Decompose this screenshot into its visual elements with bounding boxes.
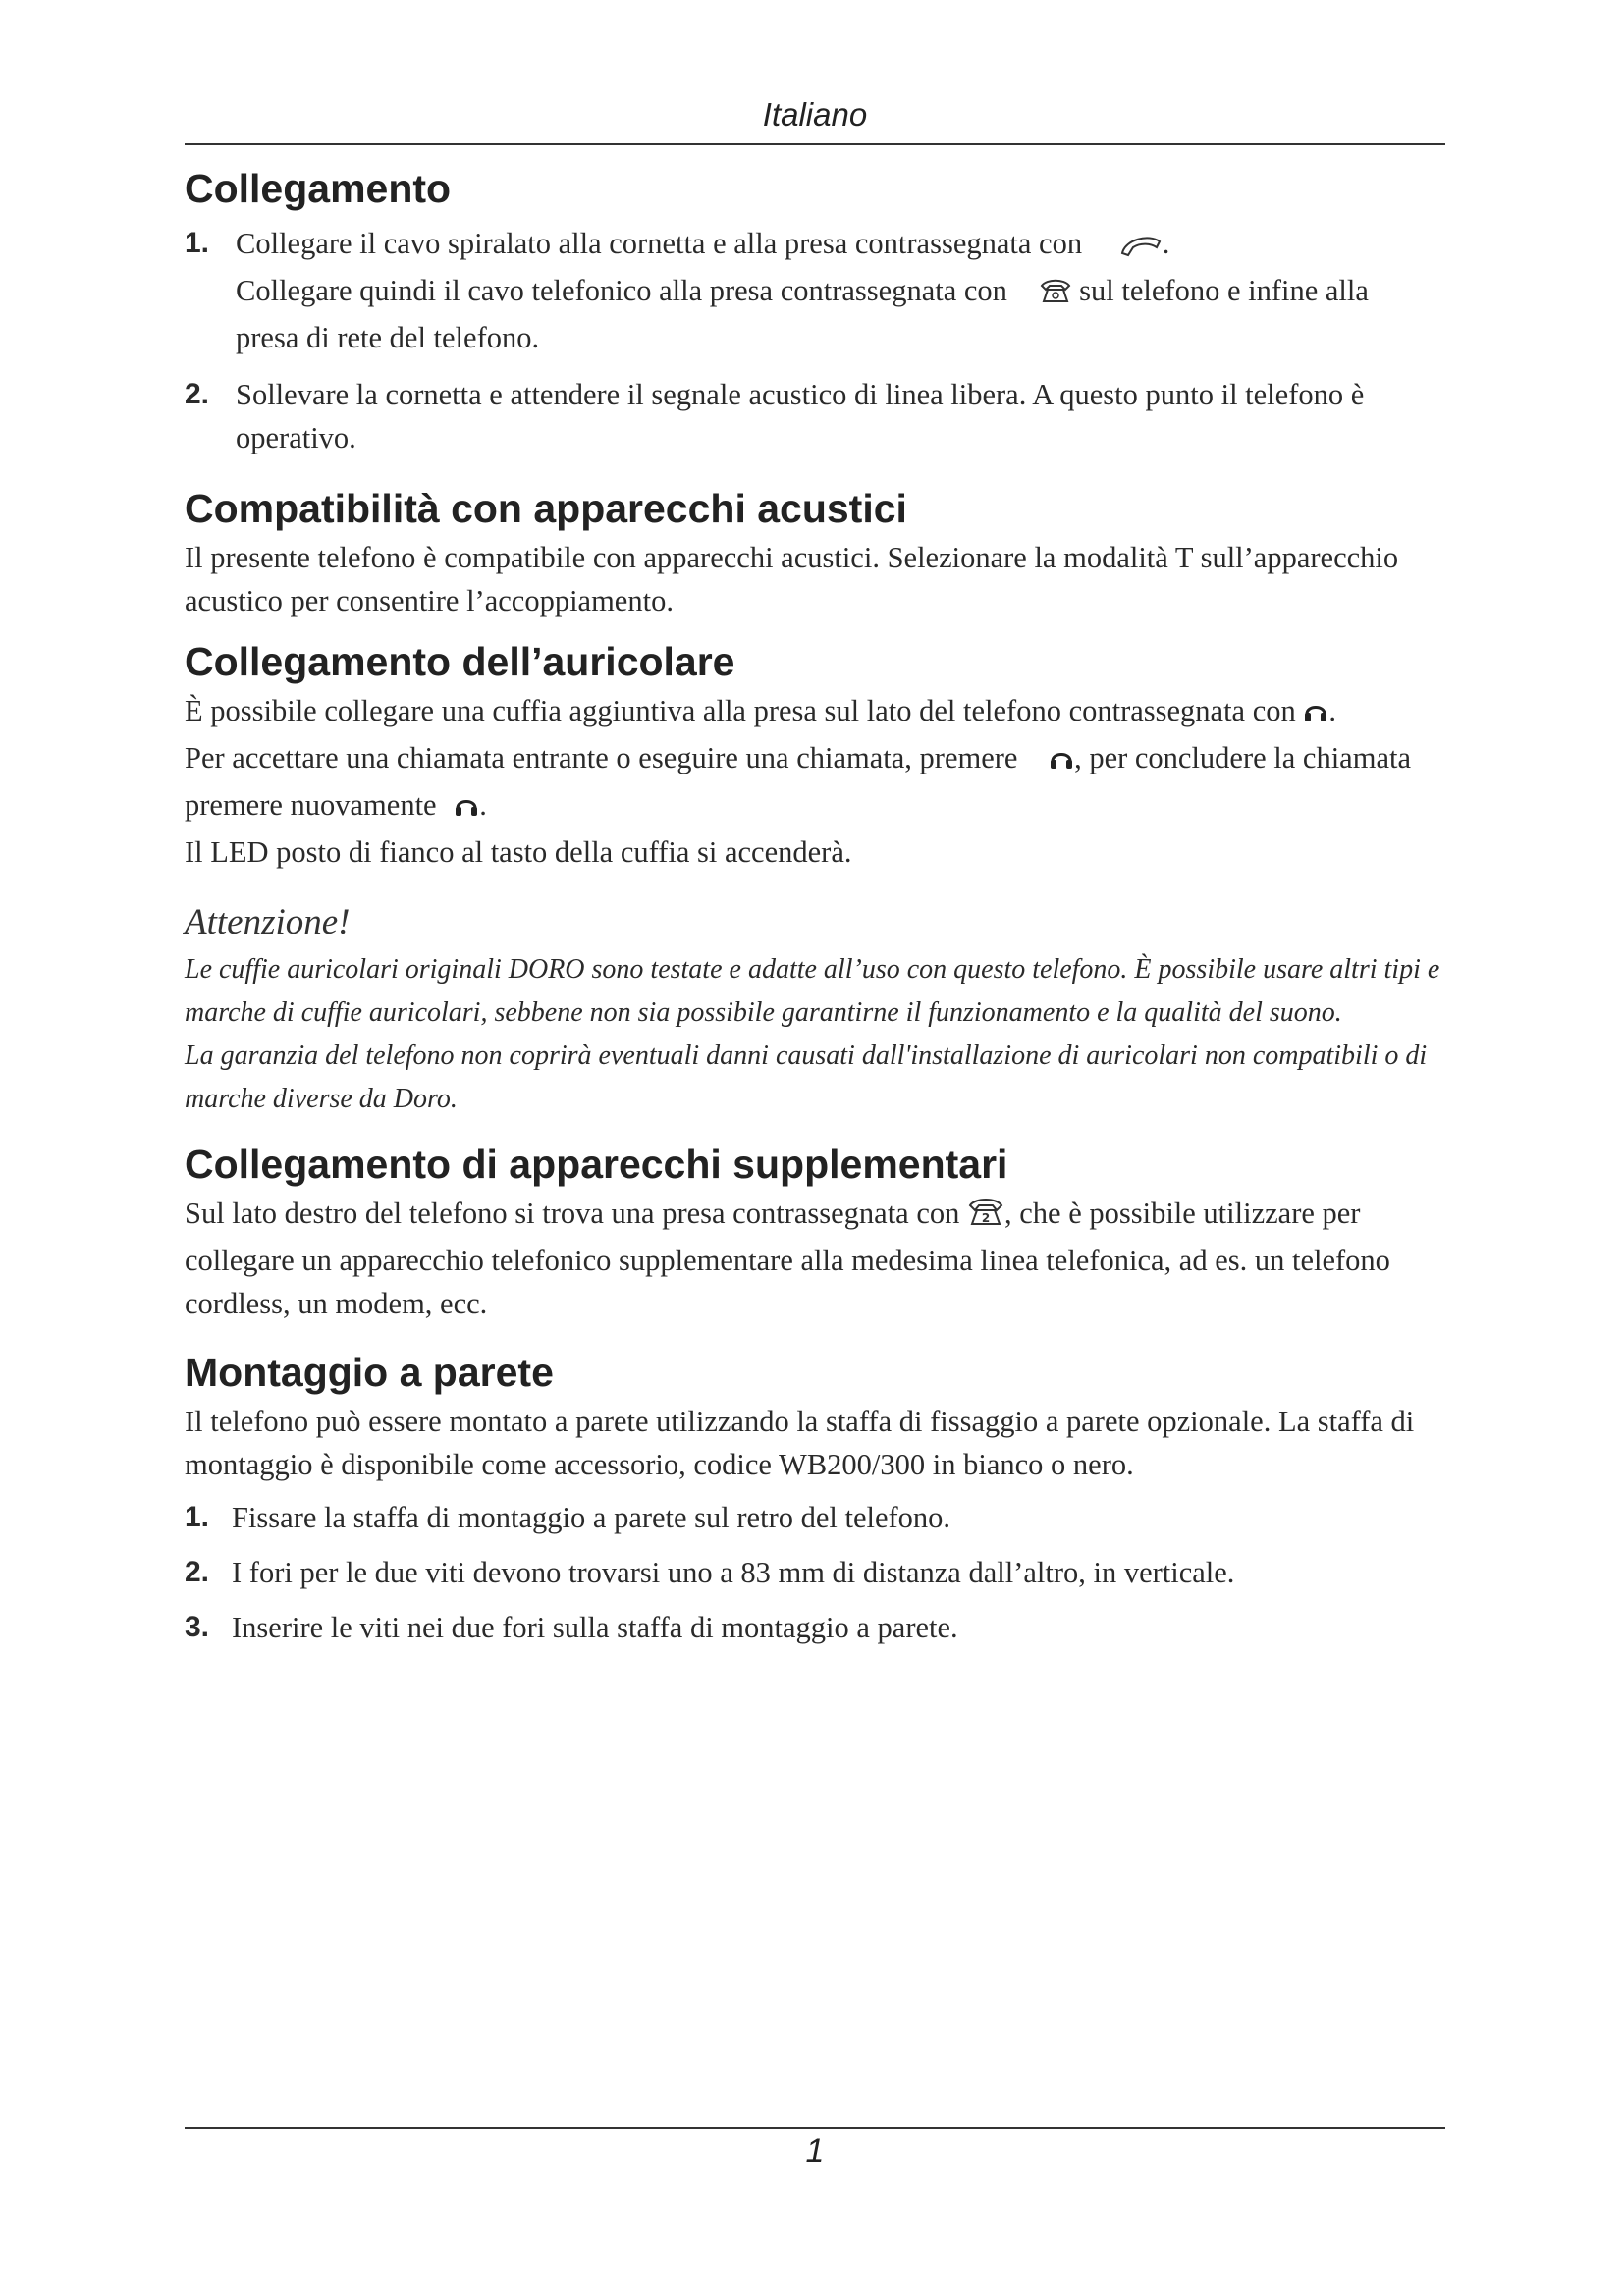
svg-text:2: 2 [981, 1211, 991, 1225]
list-item [185, 1606, 1481, 1649]
step-text: Inserire le viti nei due fori sulla staffa di montaggio a parete. [232, 1611, 958, 1644]
headset-text: È possibile collegare una cuffia aggiuntiva alla presa sul lato del telefono contrassegnata con [185, 694, 1296, 727]
step-text: Collegare il cavo spiralato alla cornetta e alla presa contrassegnata con [236, 227, 1083, 260]
list-number: 1. [185, 227, 210, 259]
note-title: Attenzione! [185, 902, 351, 942]
page-header-language: Italiano [762, 96, 868, 133]
headset-led-text: Il LED posto di fianco al tasto della cuffia si accenderà. [185, 835, 852, 869]
section-title-extra-devices: Collegamento di apparecchi supplementari [185, 1142, 1008, 1187]
header-divider [185, 143, 1445, 145]
list-item [185, 1551, 1481, 1594]
list-number: 2. [185, 378, 210, 410]
step-text: Fissare la staffa di montaggio a parete sul retro del telefono. [232, 1501, 951, 1534]
list-item [185, 373, 1481, 459]
headset-icon [454, 787, 479, 830]
page-content: Collegamento 1. Collegare il cavo spiralato alla cornetta e alla presa contrassegnata con . Collegare quindi il cavo telefonico alla presa contrassegnata con sul telefono e infine alla presa di rete del telefono. 2. Sollevare la cornetta e attendere il segnale acustico di linea libera. A questo punto il telefono è operativo. Compatibilità con apparecchi acustici Il presente telefono è compatibile con apparecchi acustici. Selezionare la modalità T sull’apparecchio acustico per consentire l’accoppiamento. Collegamento dell’auricolare È possibile collegare una cuffia aggiuntiva alla presa sul lato del telefono contrassegnata con . Per accettare una chiamata entrante o eseguire una chiamata, premere , per concludere la chiamata premere nuovamente . Il LED posto di fianco al tasto della cuffia si accenderà. Attenzione! Le cuffie auricolari originali DORO sono testate e adatte all’uso con questo telefono. È possibile usare altri tipi e marche di cuffie auricolari, sebbene non sia possibile garantirne il funzionamento e la qualità del suono. La garanzia del telefono non coprirà eventuali danni causati dall'installazione di auricolari non compatibili o di marche diverse da Doro. Collegamento di apparecchi supplementari Sul lato destro del telefono si trova una presa contrassegnata con 2 , che è possibile utilizzare per collegare un apparecchio telefonico supplementare alla medesima linea telefonica, ad es. un telefono cordless, un modem, ecc. Montaggio a parete Il telefono può essere montato a parete utilizzando la staffa di fissaggio a parete opzionale. La staffa di montaggio è disponibile come accessorio, codice WB200/300 in bianco o nero. 1. Fissare la staffa di montaggio a parete sul retro del telefono. 2. I fori per le due viti devono trovarsi uno a 83 mm di distanza dall’altro, in verticale. 3. Inserire le viti nei due fori sulla staffa di montaggio a parete. [185, 161, 1481, 1649]
section-title-headset: Collegamento dell’auricolare [185, 639, 735, 684]
headset-text: Per accettare una chiamata entrante o eseguire una chiamata, premere [185, 741, 1018, 774]
headset-icon [1049, 740, 1074, 783]
list-number: 3. [185, 1611, 210, 1643]
step-text: Sollevare la cornetta e attendere il segnale acustico di linea libera. A questo punto il telefono è operativo. [236, 378, 1365, 454]
extra-devices-text: , che è possibile utilizzare per collegare un apparecchio telefonico supplementare alla medesima linea telefonica, ad es. un telefono cordless, un modem, ecc. [185, 1197, 1390, 1320]
page-number: 1 [805, 2132, 825, 2169]
section-title-hearing-aid: Compatibilità con apparecchi acustici [185, 486, 907, 531]
extra-devices-text: Sul lato destro del telefono si trova una presa contrassegnata con [185, 1197, 960, 1230]
section-title-connection: Collegamento [185, 166, 452, 211]
wall-mount-intro: Il telefono può essere montato a parete utilizzando la staffa di fissaggio a parete opzionale. La staffa di montaggio è disponibile come accessorio, codice WB200/300 in bianco o nero. [185, 1405, 1415, 1481]
handset-icon [1119, 226, 1163, 269]
step-text: Collegare quindi il cavo telefonico alla presa contrassegnata con [236, 274, 1007, 307]
list-item: 1. Collegare il cavo spiralato alla cornetta e alla presa contrassegnata con . Collegare quindi il cavo telefonico alla presa contrassegnata con sul telefono e infine alla presa di rete del telefono. [185, 222, 1481, 359]
list-number: 1. [185, 1501, 210, 1533]
step-text: I fori per le due viti devono trovarsi uno a 83 mm di distanza dall’altro, in verticale. [232, 1556, 1235, 1589]
list-number: 2. [185, 1556, 210, 1588]
section-title-wall-mount: Montaggio a parete [185, 1350, 554, 1395]
extension-phone-icon [967, 1196, 1004, 1239]
step-text: sul telefono e infine alla presa di rete del telefono. [236, 274, 1369, 354]
note-paragraph: La garanzia del telefono non coprirà eventuali danni causati dall'installazione di auricolari non compatibili o di marche diverse da Doro. [185, 1041, 1428, 1114]
headset-text: , per concludere la chiamata premere nuovamente [185, 741, 1411, 822]
headset-icon [1303, 693, 1328, 736]
telephone-icon [1039, 273, 1072, 316]
footer-divider [185, 2127, 1445, 2129]
note-paragraph: Le cuffie auricolari originali DORO sono testate e adatte all’uso con questo telefono. È possibile usare altri tipi e marche di cuffie auricolari, sebbene non sia possibile garantirne il funzionamento e la qualità del suono. [185, 954, 1440, 1028]
list-item [185, 1496, 1481, 1539]
hearing-aid-text: Il presente telefono è compatibile con apparecchi acustici. Selezionare la modalità T sull’apparecchio acustico per consentire l’accoppiamento. [185, 541, 1399, 617]
